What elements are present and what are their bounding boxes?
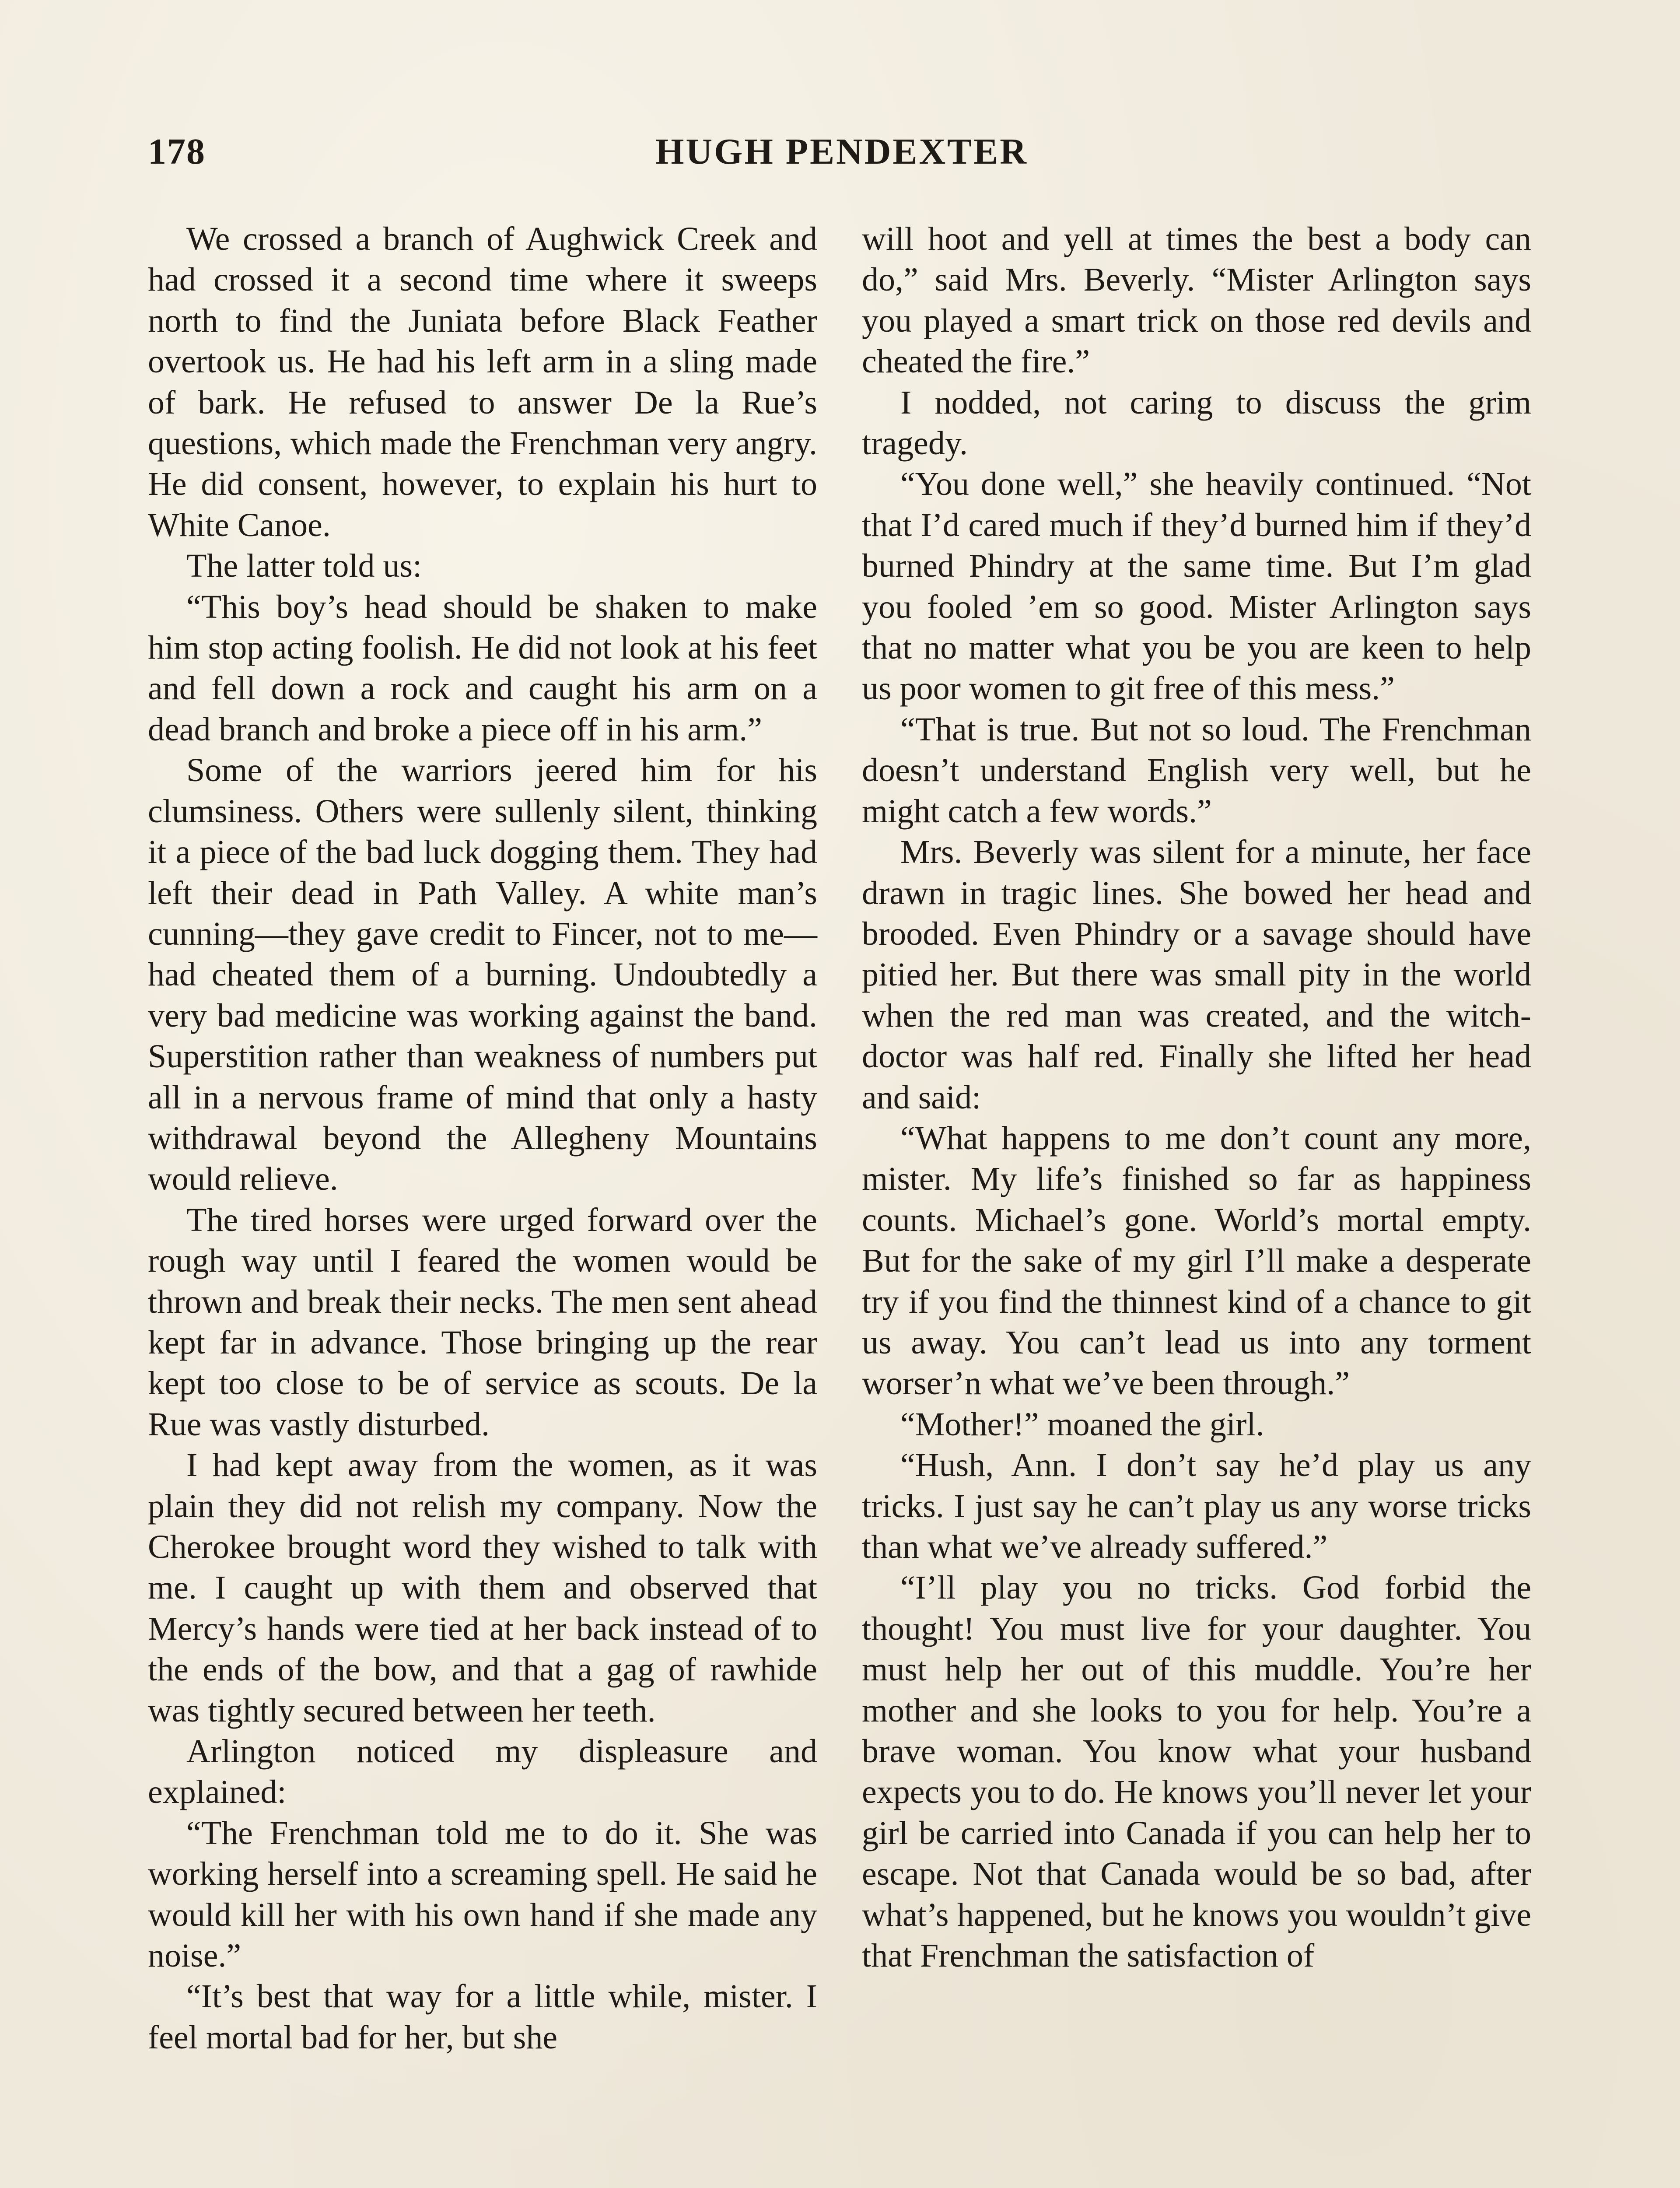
paragraph: I nodded, not caring to discuss the grim tragedy.: [862, 384, 1531, 462]
paragraph: The latter told us:: [186, 547, 422, 585]
paragraph: “You done well,” she heavily continued. “Not that I’d cared much if they’d burned him if they’d burned Phindry at the same time. But I’m glad you fooled ’em so good. Mister Arlington says that no matter what you be you are keen to help us poor women to git free of this mess.”: [862, 466, 1531, 707]
paragraph-continued: will hoot and yell at times the best a body can do,” said Mrs. Beverly. “Mister Arlington says you played a smart trick on those red devils and cheated the fire.”: [862, 221, 1531, 380]
paragraph: “The Frenchman told me to do it. She was working herself into a screaming spell. He said he would kill her with his own hand if she made any noise.”: [148, 1814, 817, 1974]
paragraph: “This boy’s head should be shaken to make him stop acting foolish. He did not look at his feet and fell down a rock and caught his arm on a dead branch and broke a piece off in his arm.”: [148, 588, 817, 748]
page-header: [148, 130, 1536, 179]
paragraph: “It’s best that way for a little while, mister. I feel mortal bad for her, but she: [148, 1978, 817, 2056]
paragraph: We crossed a branch of Aughwick Creek and had crossed it a second time where it sweeps north to find the Juniata before Black Feather overtook us. He had his left arm in a sling made of bark. He refused to answer De la Rue’s questions, which made the Frenchman very angry. He did consent, however, to explain his hurt to White Canoe.: [148, 221, 817, 543]
paragraph: “I’ll play you no tricks. God forbid the thought! You must live for your daughter. You must help her out of this muddle. You’re her mother and she looks to you for help. You’re a brave woman. You know what your husband expects you to do. He knows you’ll never let your girl be carried into Canada if you can help her to escape. Not that Canada would be so bad, after what’s happened, but he knows you wouldn’t give that Frenchman the satisfaction of: [862, 1569, 1531, 1974]
paragraph: I had kept away from the women, as it was plain they did not relish my company. Now the Cherokee brought word they wished to talk with me. I caught up with them and observed that Mercy’s hands were tied at her back instead of to the ends of the bow, and that a gag of rawhide was tightly secured between her teeth.: [148, 1447, 817, 1729]
paragraph: “Hush, Ann. I don’t say he’d play us any tricks. I just say he can’t play us any worse tricks than what we’ve already suffered.”: [862, 1447, 1531, 1565]
paragraph: “Mother!” moaned the girl.: [900, 1406, 1264, 1443]
page-number: 178: [148, 131, 206, 172]
paragraph: “That is true. But not so loud. The Frenchman doesn’t understand English very well, but he might catch a few words.”: [862, 711, 1531, 830]
left-column: [148, 219, 817, 2058]
running-head: HUGH PENDEXTER: [655, 131, 1028, 172]
paragraph: Some of the warriors jeered him for his clumsiness. Others were sullenly silent, thinking it a piece of the bad luck dogging them. They had left their dead in Path Valley. A white man’s cunning—they gave credit to Fincer, not to me—had cheated them of a burning. Undoubtedly a very bad medicine was working against the band. Superstition rather than weakness of numbers put all in a nervous frame of mind that only a hasty withdrawal beyond the Allegheny Mountains would relieve.: [148, 752, 817, 1198]
right-column: [862, 219, 1531, 1976]
paragraph: The tired horses were urged forward over the rough way until I feared the women would be thrown and break their necks. The men sent ahead kept far in advance. Those bringing up the rear kept too close to be of service as scouts. De la Rue was vastly disturbed.: [148, 1201, 817, 1443]
paragraph: Mrs. Beverly was silent for a minute, her face drawn in tragic lines. She bowed her head and brooded. Even Phindry or a savage should have pitied her. But there was small pity in the world when the red man was created, and the witch-doctor was half red. Finally she lifted her head and said:: [862, 834, 1531, 1116]
paragraph: Arlington noticed my displeasure and explained:: [148, 1733, 817, 1811]
paragraph: “What happens to me don’t count any more, mister. My life’s finished so far as happiness counts. Michael’s gone. World’s mortal empty. But for the sake of my girl I’ll make a desperate try if you find the thinnest kind of a chance to git us away. You can’t lead us into any torment worser’n what we’ve been through.”: [862, 1119, 1531, 1402]
